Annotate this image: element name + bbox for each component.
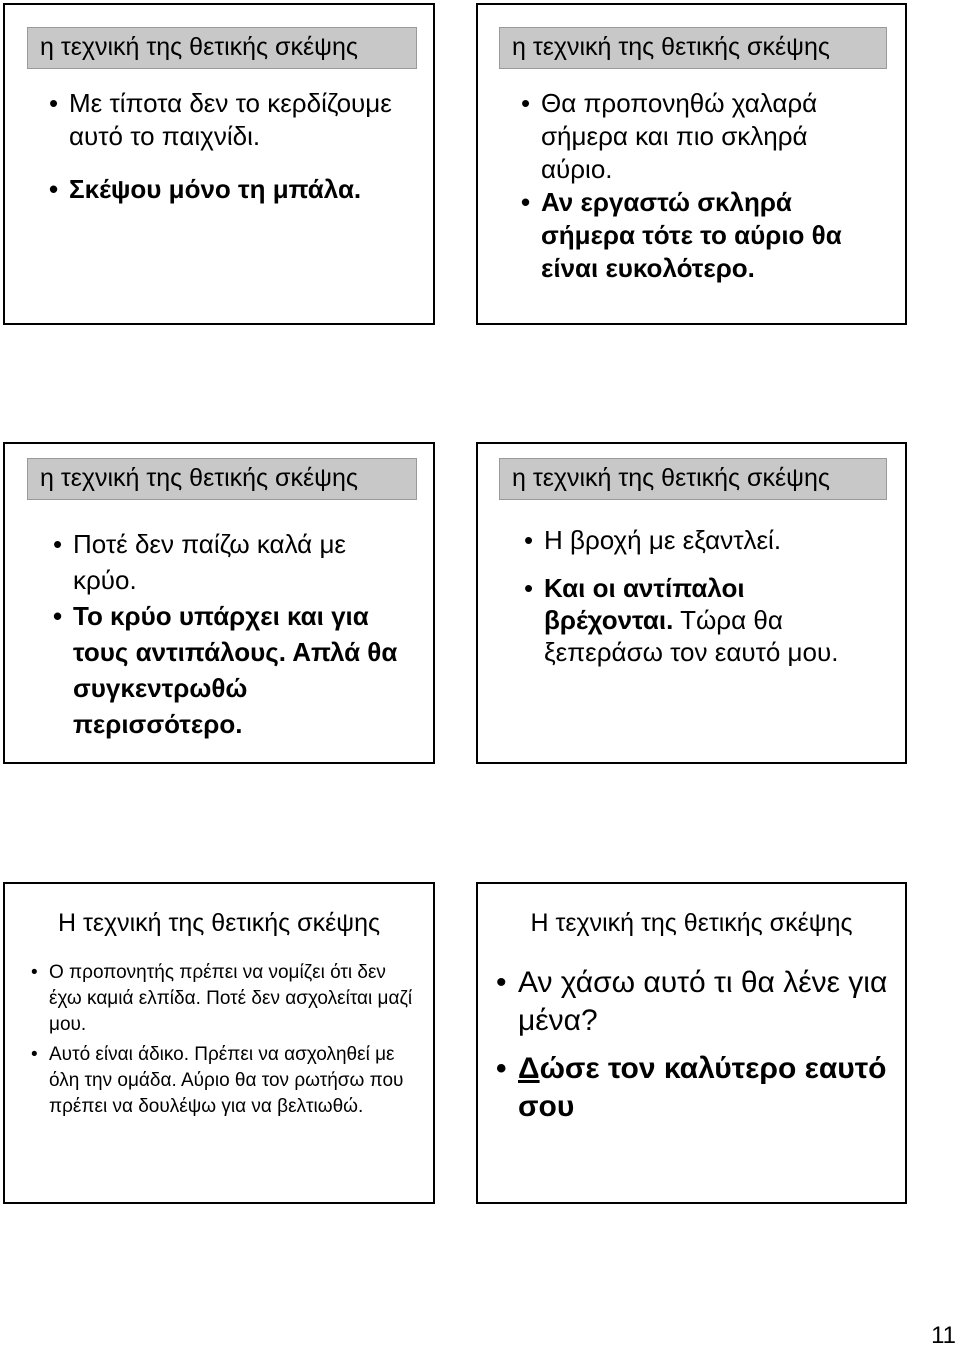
bullet-rest-text: ώσε τον καλύτερο εαυτό σου bbox=[518, 1052, 887, 1123]
bullet-item: • Σκέψου μόνο τη μπάλα. bbox=[69, 173, 409, 206]
slide-title: Η τεχνική της θετικής σκέψης bbox=[57, 909, 381, 937]
slide-title: η τεχνική της θετικής σκέψης bbox=[27, 458, 417, 500]
slide-title: η τεχνική της θετικής σκέψης bbox=[499, 458, 887, 500]
slide-3 bbox=[3, 442, 435, 764]
bullet-list bbox=[541, 87, 886, 285]
bullet-item: • Αν εργαστώ σκληρά σήμερα τότε το αύριο θα είναι ευκολότερο. bbox=[541, 186, 886, 285]
slide-1 bbox=[3, 3, 435, 325]
bullet-item: • Αυτό είναι άδικο. Πρέπει να ασχοληθεί με όλη την ομάδα. Αύριο θα τον ρωτήσω που πρέπει να δουλέψω για να βελτιωθώ. bbox=[49, 1042, 419, 1120]
slide-6 bbox=[476, 882, 907, 1204]
bullet-list bbox=[69, 87, 409, 206]
bullet-item: • Ο προπονητής πρέπει να νομίζει ότι δεν έχω καμιά ελπίδα. Ποτέ δεν ασχολείται μαζί μου. bbox=[49, 960, 419, 1038]
bullet-item bbox=[518, 1050, 898, 1126]
underlined-letter: Δ bbox=[518, 1052, 540, 1085]
bullet-list bbox=[49, 960, 419, 1120]
page-number: 11 bbox=[931, 1322, 956, 1349]
slide-2 bbox=[476, 3, 907, 325]
bullet-item: • Αν χάσω αυτό τι θα λένε για μένα? bbox=[518, 964, 898, 1040]
bullet-item: • Ποτέ δεν παίζω καλά με κρύο. bbox=[73, 526, 413, 598]
slide-title: η τεχνική της θετικής σκέψης bbox=[27, 27, 417, 69]
slide-title: Η τεχνική της θετικής σκέψης bbox=[530, 909, 853, 937]
bullet-item: • Το κρύο υπάρχει και για τους αντιπάλους. Απλά θα συγκεντρωθώ περισσότερο. bbox=[73, 598, 413, 742]
bullet-regular-text: Τώρα θα ξεπεράσω τον εαυτό μου. bbox=[544, 605, 839, 667]
bullet-item bbox=[544, 572, 874, 668]
slide-4 bbox=[476, 442, 907, 764]
bullet-item: • Με τίποτα δεν το κερδίζουμε αυτό το παιχνίδι. bbox=[69, 87, 409, 153]
bullet-bold-text: Και οι αντίπαλοι βρέχονται. bbox=[544, 573, 745, 635]
bullet-item: • Θα προπονηθώ χαλαρά σήμερα και πιο σκληρά αύριο. bbox=[541, 87, 886, 186]
bullet-list bbox=[544, 524, 874, 668]
bullet-item: • Η βροχή με εξαντλεί. bbox=[544, 524, 874, 556]
slide-5 bbox=[3, 882, 435, 1204]
slide-title: η τεχνική της θετικής σκέψης bbox=[499, 27, 887, 69]
bullet-list bbox=[518, 964, 898, 1126]
bullet-list bbox=[73, 526, 413, 742]
